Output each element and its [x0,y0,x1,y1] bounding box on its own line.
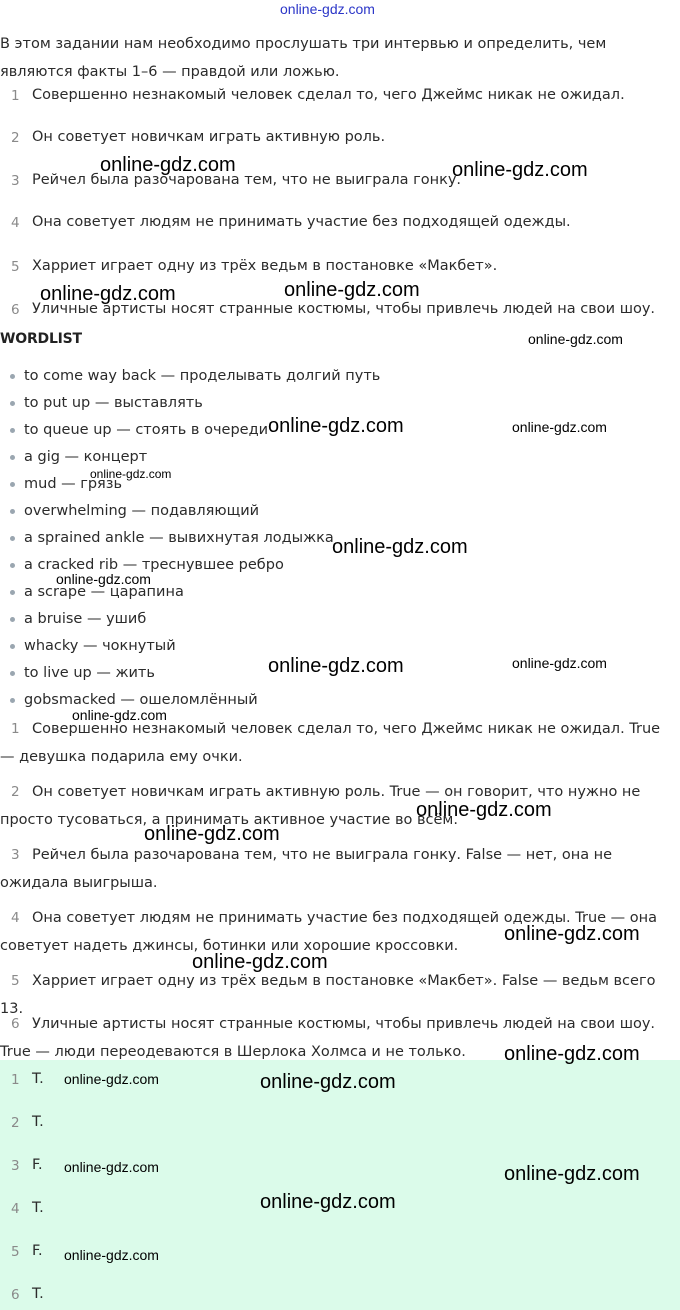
answer-number: 5 [11,1244,20,1260]
explanation-text: Совершенно незнакомый человек сделал то, чего Джеймс никак не ожидал. True — девушка подарила ему очки. [0,721,661,765]
bullet-icon [10,563,15,568]
wordlist-item [10,665,155,681]
watermark: online-gdz.com [40,283,176,305]
answer-value: F. [32,1243,43,1259]
explanation-item [0,841,678,897]
wordlist-item-text: a sprained ankle — вывихнутая лодыжка [24,530,334,546]
statement-text: Совершенно незнакомый человек сделал то, чего Джеймс никак не ожидал. [32,87,625,103]
wordlist-item-text: to queue up — стоять в очереди [24,422,269,438]
explanation-item [0,715,678,771]
bullet-icon [10,509,15,514]
explanation-number: 1 [11,721,20,737]
statement-text: Рейчел была разочарована тем, что не выиграла гонку. [32,172,462,188]
bullet-icon [10,401,15,406]
site-title: online-gdz.com [280,1,375,17]
explanation-number: 5 [11,973,20,989]
answer-number: 4 [11,1201,20,1217]
answer-number: 1 [11,1072,20,1088]
wordlist-item [10,395,203,411]
answer-value: F. [32,1157,43,1173]
statement-text: Харриет играет одну из трёх ведьм в постановке «Макбет». [32,258,498,274]
explanation-text: Уличные артисты носят странные костюмы, чтобы привлечь людей на свои шоу. True — люди переодеваются в Шерлока Холмса и не только. [0,1016,656,1060]
wordlist-item [10,692,258,708]
watermark: online-gdz.com [528,331,623,347]
wordlist-item-text: gobsmacked — ошеломлённый [24,692,258,708]
watermark: online-gdz.com [416,799,552,821]
watermark: online-gdz.com [512,655,607,671]
answer-value: T. [32,1071,44,1087]
answer-value: T. [32,1114,44,1130]
bullet-icon [10,671,15,676]
wordlist-item [10,422,268,438]
wordlist-heading: WORDLIST [0,331,82,347]
explanation-number: 4 [11,910,20,926]
bullet-icon [10,482,15,487]
answer-value: T. [32,1200,44,1216]
wordlist-item-text: mud — грязь [24,476,123,492]
watermark: online-gdz.com [260,1191,396,1213]
wordlist-item [10,503,259,519]
statement-number: 2 [11,130,20,146]
wordlist-item-text: a gig — концерт [24,449,148,465]
watermark: online-gdz.com [72,707,167,723]
statement-number: 6 [11,302,20,318]
statement-number: 4 [11,215,20,231]
bullet-icon [10,428,15,433]
wordlist-item-text: a bruise — ушиб [24,611,147,627]
wordlist-item [10,449,147,465]
wordlist-item-text: a scrape — царапина [24,584,184,600]
explanation-number: 6 [11,1016,20,1032]
statement-text: Он советует новичкам играть активную роль. [32,129,386,145]
watermark: online-gdz.com [332,536,468,558]
wordlist-item [10,368,380,384]
watermark: online-gdz.com [452,159,588,181]
wordlist-item-text: to come way back — проделывать долгий путь [24,368,381,384]
explanation-text: Она советует людям не принимать участие без подходящей одежды. True — она советует надеть джинсы, ботинки или хорошие кроссовки. [0,910,658,954]
answer-number: 6 [11,1287,20,1303]
wordlist-item-text: whacky — чокнутый [24,638,176,654]
watermark: online-gdz.com [504,923,640,945]
wordlist-item-text: to live up — жить [24,665,155,681]
explanation-text: Рейчел была разочарована тем, что не выиграла гонку. False — нет, она не ожидала выигрыша. [0,847,613,891]
watermark: online-gdz.com [268,655,404,677]
wordlist-item-text: to put up — выставлять [24,395,203,411]
statement-text: Она советует людям не принимать участие без подходящей одежды. [32,214,571,230]
watermark: online-gdz.com [512,419,607,435]
wordlist-item-text: overwhelming — подавляющий [24,503,260,519]
bullet-icon [10,536,15,541]
answer-number: 2 [11,1115,20,1131]
intro-text: В этом задании нам необходимо прослушать три интервью и определить, чем являются факты 1–6 — правдой или ложью. [0,36,607,80]
watermark: online-gdz.com [268,415,404,437]
explanation-number: 2 [11,784,20,800]
bullet-icon [10,590,15,595]
statement-number: 1 [11,88,20,104]
watermark: online-gdz.com [56,571,151,587]
bullet-icon [10,644,15,649]
answer-value: T. [32,1286,44,1302]
watermark: online-gdz.com [64,1247,159,1263]
watermark: online-gdz.com [260,1071,396,1093]
explanation-number: 3 [11,847,20,863]
watermark: online-gdz.com [284,279,420,301]
bullet-icon [10,455,15,460]
watermark: online-gdz.com [504,1163,640,1185]
watermark: online-gdz.com [192,951,328,973]
wordlist-item [10,611,146,627]
wordlist-item [10,530,334,546]
explanation-item [0,778,678,834]
bullet-icon [10,374,15,379]
watermark: online-gdz.com [144,823,280,845]
bullet-icon [10,698,15,703]
watermark: online-gdz.com [64,1159,159,1175]
statement-number: 3 [11,173,20,189]
statement-text: Уличные артисты носят странные костюмы, чтобы привлечь людей на свои шоу. [32,301,656,317]
statement-number: 5 [11,259,20,275]
bullet-icon [10,617,15,622]
wordlist-item [10,638,176,654]
answer-number: 3 [11,1158,20,1174]
watermark: online-gdz.com [64,1071,159,1087]
watermark: online-gdz.com [90,467,172,481]
watermark: online-gdz.com [100,154,236,176]
wordlist-item-text: a cracked rib — треснувшее ребро [24,557,284,573]
watermark: online-gdz.com [504,1043,640,1065]
explanation-text: Харриет играет одну из трёх ведьм в постановке «Макбет». False — ведьм всего 13. [0,973,656,1017]
explanation-text: Он советует новичкам играть активную роль. True — он говорит, что нужно не просто тусоваться, а принимать активное участие во всём. [0,784,641,828]
